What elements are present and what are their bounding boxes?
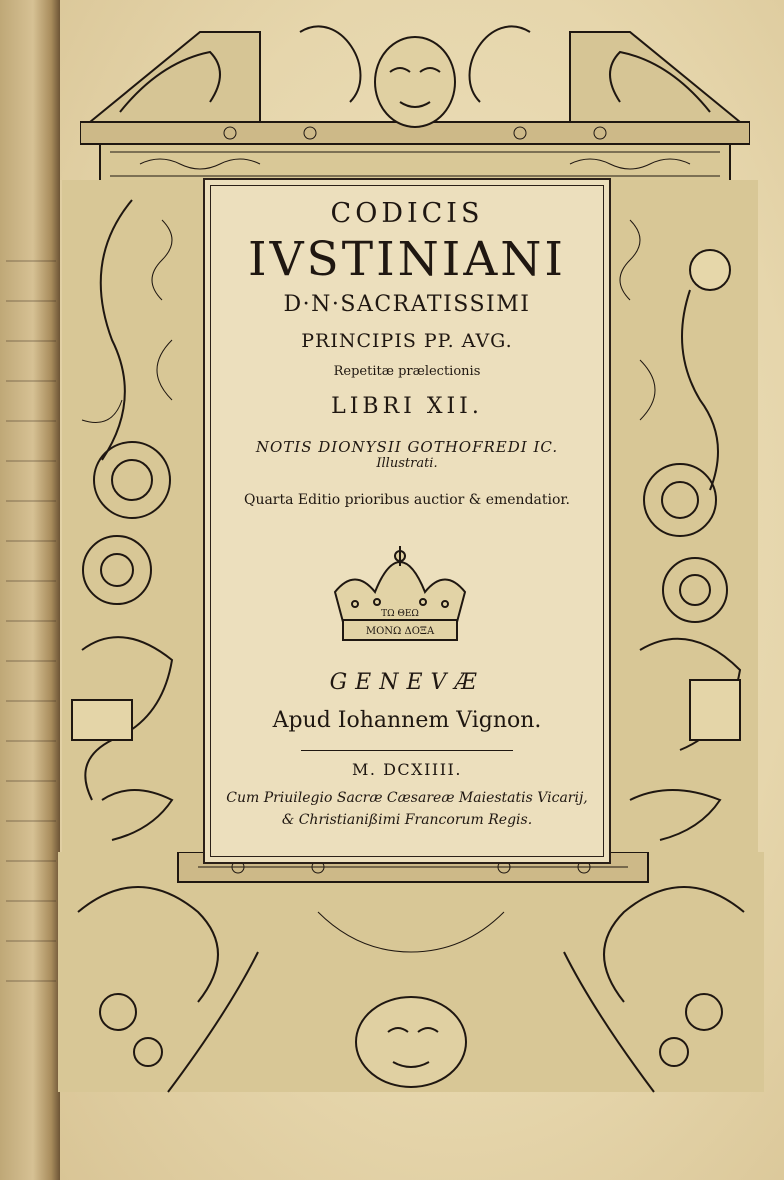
divider-rule — [301, 750, 513, 751]
privilege-line-2: & Christianißimi Francorum Regis. — [281, 812, 533, 828]
notis-line: NOTIS DIONYSII GOTHOFREDI IC. — [255, 438, 559, 456]
title-repetitae: Repetitæ prælectionis — [333, 364, 481, 379]
crown-lower-text: ΜΟΝΩ ΔΟΞΑ — [365, 626, 435, 637]
left-page-edge — [0, 0, 60, 1180]
title-principis: PRINCIPIS PP. AVG. — [301, 330, 513, 352]
title-iustiniani: IVSTINIANI — [248, 232, 566, 287]
right-column-ornament — [600, 180, 758, 860]
imprint-year: M. DCXIIII. — [352, 760, 462, 779]
illustrati-line: Illustrati. — [376, 456, 438, 471]
imprint-place: GENEVÆ — [329, 670, 485, 695]
crown-emblem-icon — [325, 542, 475, 652]
title-libri: LIBRI XII. — [331, 394, 483, 419]
title-text-panel — [203, 178, 611, 864]
bottom-ornament — [58, 852, 764, 1120]
imprint-printer: Apud Iohannem Vignon. — [272, 708, 542, 733]
title-sacratissimi: D·N·SACRATISSIMI — [283, 292, 531, 317]
privilege-line-1: Cum Priuilegio Sacræ Cæsareæ Maiestatis Vicarij, — [226, 790, 588, 806]
top-pediment-ornament — [80, 12, 750, 187]
left-column-ornament — [62, 180, 210, 860]
crown-upper-text: ΤΩ ΘΕΩ — [381, 609, 419, 619]
title-codicis: CODICIS — [330, 198, 484, 229]
edition-line: Quarta Editio prioribus auctior & emendatior. — [243, 492, 571, 508]
